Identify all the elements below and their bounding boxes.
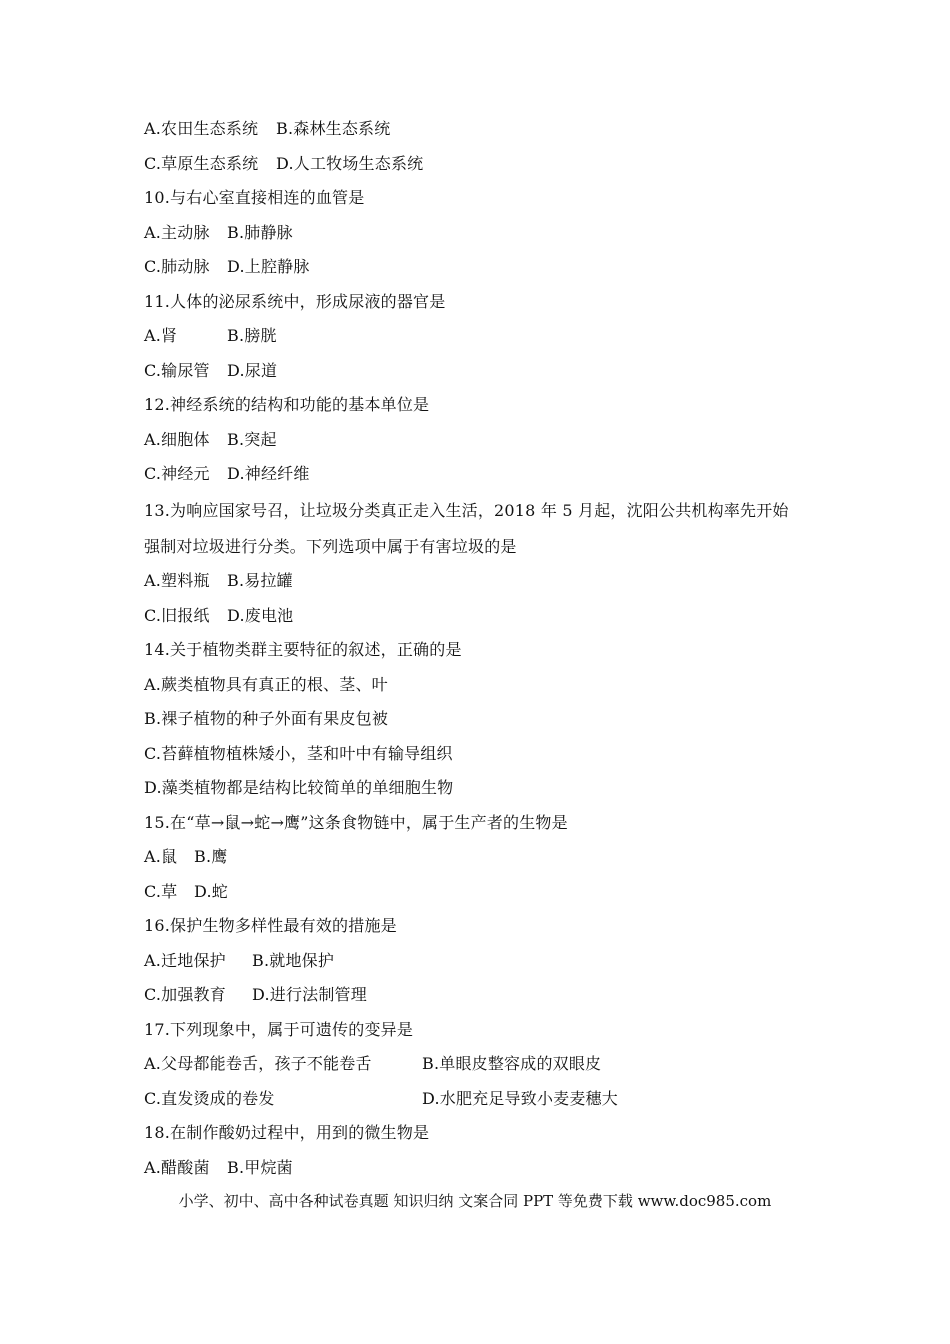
- q11-stem: 11.人体的泌尿系统中，形成尿液的器官是: [144, 291, 446, 311]
- q9-option-b: B.森林生态系统: [276, 119, 391, 138]
- q13-option-d: D.废电池: [227, 605, 294, 625]
- q17-options-row2: [144, 1082, 824, 1117]
- q11-option-c: C.输尿管: [144, 360, 210, 380]
- q10-stem: 10.与右心室直接相连的血管是: [144, 188, 365, 207]
- q17-option-c: C.直发烫成的卷发: [144, 1088, 275, 1108]
- q10-options-row1: [144, 216, 824, 251]
- q12-option-c: C.神经元: [144, 464, 210, 483]
- q9-options-row2: [144, 147, 824, 182]
- q12-options-row2: [144, 457, 824, 492]
- q11-options-row2: [144, 354, 824, 389]
- q11-option-b: B.膀胱: [227, 326, 277, 345]
- q9-option-a: A.农田生态系统: [144, 119, 259, 138]
- q9-options-row1: [144, 112, 824, 147]
- q17-option-d: D.水肥充足导致小麦麦穗大: [422, 1088, 618, 1108]
- q15-option-c: C.草: [144, 881, 178, 901]
- q17-option-b: B.单眼皮整容成的双眼皮: [422, 1054, 602, 1073]
- q15-options-row2: [144, 875, 824, 910]
- q16-stem: 16.保护生物多样性最有效的措施是: [144, 916, 397, 935]
- q14-option-b: B.裸子植物的种子外面有果皮包被: [144, 709, 389, 728]
- q12-options-row1: [144, 423, 824, 458]
- q15-option-d: D.蛇: [194, 881, 228, 901]
- q16-option-c: C.加强教育: [144, 985, 226, 1004]
- q14-option-a: A.蕨类植物具有真正的根、茎、叶: [144, 674, 388, 694]
- q9-option-d: D.人工牧场生态系统: [276, 153, 424, 173]
- q13-option-a: A.塑料瓶: [144, 571, 210, 590]
- q14-stem: 14.关于植物类群主要特征的叙述，正确的是: [144, 640, 462, 659]
- q18-options-row1: [144, 1151, 824, 1186]
- q15-option-a: A.鼠: [144, 847, 178, 866]
- q13-options-row1: [144, 564, 824, 599]
- q17-option-a: A.父母都能卷舌，孩子不能卷舌: [144, 1054, 372, 1073]
- q16-option-a: A.迁地保护: [144, 950, 226, 970]
- q10-option-b: B.肺静脉: [227, 222, 293, 242]
- q11-option-d: D.尿道: [227, 360, 278, 380]
- q16-options-row1: [144, 944, 824, 979]
- q15-stem: 15.在“草→鼠→蛇→鹰”这条食物链中，属于生产者的生物是: [144, 812, 568, 832]
- q16-option-b: B.就地保护: [252, 950, 335, 970]
- page-footer: 小学、初中、高中各种试卷真题 知识归纳 文案合同 PPT 等免费下载 www.doc985.com: [178, 1192, 772, 1210]
- q10-option-d: D.上腔静脉: [227, 257, 310, 276]
- q13-stem-line1: 13.为响应国家号召，让垃圾分类真正走入生活，2018 年 5 月起，沈阳公共机构率先开始: [144, 500, 789, 520]
- q13-stem-line2: 强制对垃圾进行分类。下列选项中属于有害垃圾的是: [144, 536, 517, 556]
- q10-options-row2: [144, 250, 824, 285]
- q18-option-a: A.醋酸菌: [144, 1157, 210, 1177]
- q14-option-d: D.藻类植物都是结构比较简单的单细胞生物: [144, 778, 454, 797]
- q17-stem: 17.下列现象中，属于可遗传的变异是: [144, 1019, 414, 1039]
- q11-option-a: A.肾: [144, 326, 178, 345]
- q13-options-row2: [144, 599, 824, 634]
- q12-option-a: A.细胞体: [144, 429, 210, 449]
- q12-option-b: B.突起: [227, 429, 277, 449]
- q13-option-b: B.易拉罐: [227, 571, 293, 590]
- q14-option-c: C.苔藓植物植株矮小，茎和叶中有输导组织: [144, 743, 453, 763]
- q18-option-b: B.甲烷菌: [227, 1157, 293, 1177]
- q15-options-row1: [144, 840, 824, 875]
- q15-option-b: B.鹰: [194, 847, 228, 866]
- q10-option-c: C.肺动脉: [144, 257, 210, 276]
- q10-option-a: A.主动脉: [144, 222, 210, 242]
- q11-options-row1: [144, 319, 824, 354]
- q13-option-c: C.旧报纸: [144, 605, 210, 625]
- q9-option-c: C.草原生态系统: [144, 153, 259, 173]
- q18-stem: 18.在制作酸奶过程中，用到的微生物是: [144, 1123, 430, 1142]
- q16-option-d: D.进行法制管理: [252, 985, 367, 1004]
- q16-options-row2: [144, 978, 824, 1013]
- q12-stem: 12.神经系统的结构和功能的基本单位是: [144, 395, 430, 414]
- question-list: [144, 112, 824, 1185]
- q17-options-row1: [144, 1047, 824, 1082]
- q12-option-d: D.神经纤维: [227, 464, 310, 483]
